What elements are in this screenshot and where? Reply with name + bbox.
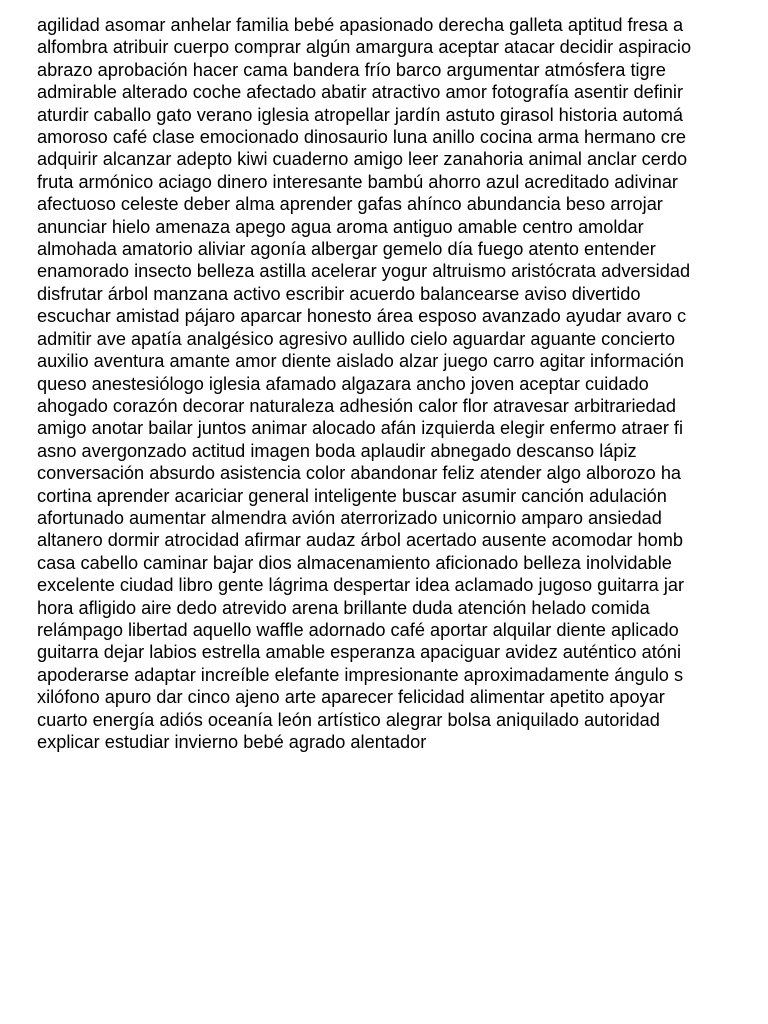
text-line: cortina aprender acariciar general inteligente buscar asumir canción adulación bbox=[37, 485, 667, 506]
text-line: xilófono apuro dar cinco ajeno arte aparecer felicidad alimentar apetito apoyar bbox=[37, 687, 665, 708]
text-line: amoroso café clase emocionado dinosaurio luna anillo cocina arma hermano cre bbox=[37, 127, 687, 148]
text-line: afectuoso celeste deber alma aprender gafas ahínco abundancia beso arrojar bbox=[37, 194, 663, 215]
text-line: afortunado aumentar almendra avión aterrorizado unicornio amparo ansiedad bbox=[37, 507, 662, 528]
text-line: conversación absurdo asistencia color abandonar feliz atender algo alborozo ha bbox=[37, 463, 682, 484]
text-line: guitarra dejar labios estrella amable esperanza apaciguar avidez auténtico atóni bbox=[37, 642, 682, 663]
text-line: fruta armónico aciago dinero interesante bambú ahorro azul acreditado adivinar bbox=[37, 171, 678, 192]
text-line: abrazo aprobación hacer cama bandera frío barco argumentar atmósfera tigre bbox=[37, 59, 666, 80]
text-line: amigo anotar bailar juntos animar alocado afán izquierda elegir enfermo atraer fi bbox=[37, 418, 684, 439]
text-line: casa cabello caminar bajar dios almacenamiento aficionado belleza inolvidable bbox=[37, 552, 672, 573]
text-line: apoderarse adaptar increíble elefante impresionante aproximadamente ángulo s bbox=[37, 664, 684, 685]
text-line: enamorado insecto belleza astilla acelerar yogur altruismo aristócrata adversidad bbox=[37, 261, 691, 282]
text-line: anunciar hielo amenaza apego agua aroma antiguo amable centro amoldar bbox=[37, 216, 644, 237]
text-line: aturdir caballo gato verano iglesia atropellar jardín astuto girasol historia automá bbox=[37, 104, 684, 125]
text-line: altanero dormir atrocidad afirmar audaz árbol acertado ausente acomodar homb bbox=[37, 530, 684, 551]
text-line: ahogado corazón decorar naturaleza adhesión calor flor atravesar arbitrariedad bbox=[37, 395, 676, 416]
text-line: alfombra atribuir cuerpo comprar algún amargura aceptar atacar decidir aspiracio bbox=[37, 37, 692, 58]
document-body bbox=[37, 14, 768, 753]
text-line: cuarto energía adiós oceanía león artístico alegrar bolsa aniquilado autoridad bbox=[37, 709, 660, 730]
text-line: asno avergonzado actitud imagen boda aplaudir abnegado descanso lápiz bbox=[37, 440, 637, 461]
text-line: explicar estudiar invierno bebé agrado alentador bbox=[37, 732, 427, 752]
text-line: admitir ave apatía analgésico agresivo aullido cielo aguardar aguante concierto bbox=[37, 328, 675, 349]
text-line: excelente ciudad libro gente lágrima despertar idea aclamado jugoso guitarra jar bbox=[37, 575, 685, 596]
text-line: auxilio aventura amante amor diente aislado alzar juego carro agitar información bbox=[37, 351, 685, 372]
text-line: agilidad asomar anhelar familia bebé apasionado derecha galleta aptitud fresa a bbox=[37, 15, 684, 35]
text-line: almohada amatorio aliviar agonía albergar gemelo día fuego atento entender bbox=[37, 239, 656, 260]
text-line: admirable alterado coche afectado abatir atractivo amor fotografía asentir definir bbox=[37, 82, 684, 103]
text-line: escuchar amistad pájaro aparcar honesto área esposo avanzado ayudar avaro c bbox=[37, 306, 687, 327]
text-line: disfrutar árbol manzana activo escribir acuerdo balancearse aviso divertido bbox=[37, 283, 641, 304]
text-line: relámpago libertad aquello waffle adornado café aportar alquilar diente aplicado bbox=[37, 619, 679, 640]
text-line: hora afligido aire dedo atrevido arena brillante duda atención helado comida bbox=[37, 597, 650, 618]
text-line: adquirir alcanzar adepto kiwi cuaderno amigo leer zanahoria animal anclar cerdo bbox=[37, 149, 688, 170]
text-line: queso anestesiólogo iglesia afamado algazara ancho joven aceptar cuidado bbox=[37, 373, 649, 394]
